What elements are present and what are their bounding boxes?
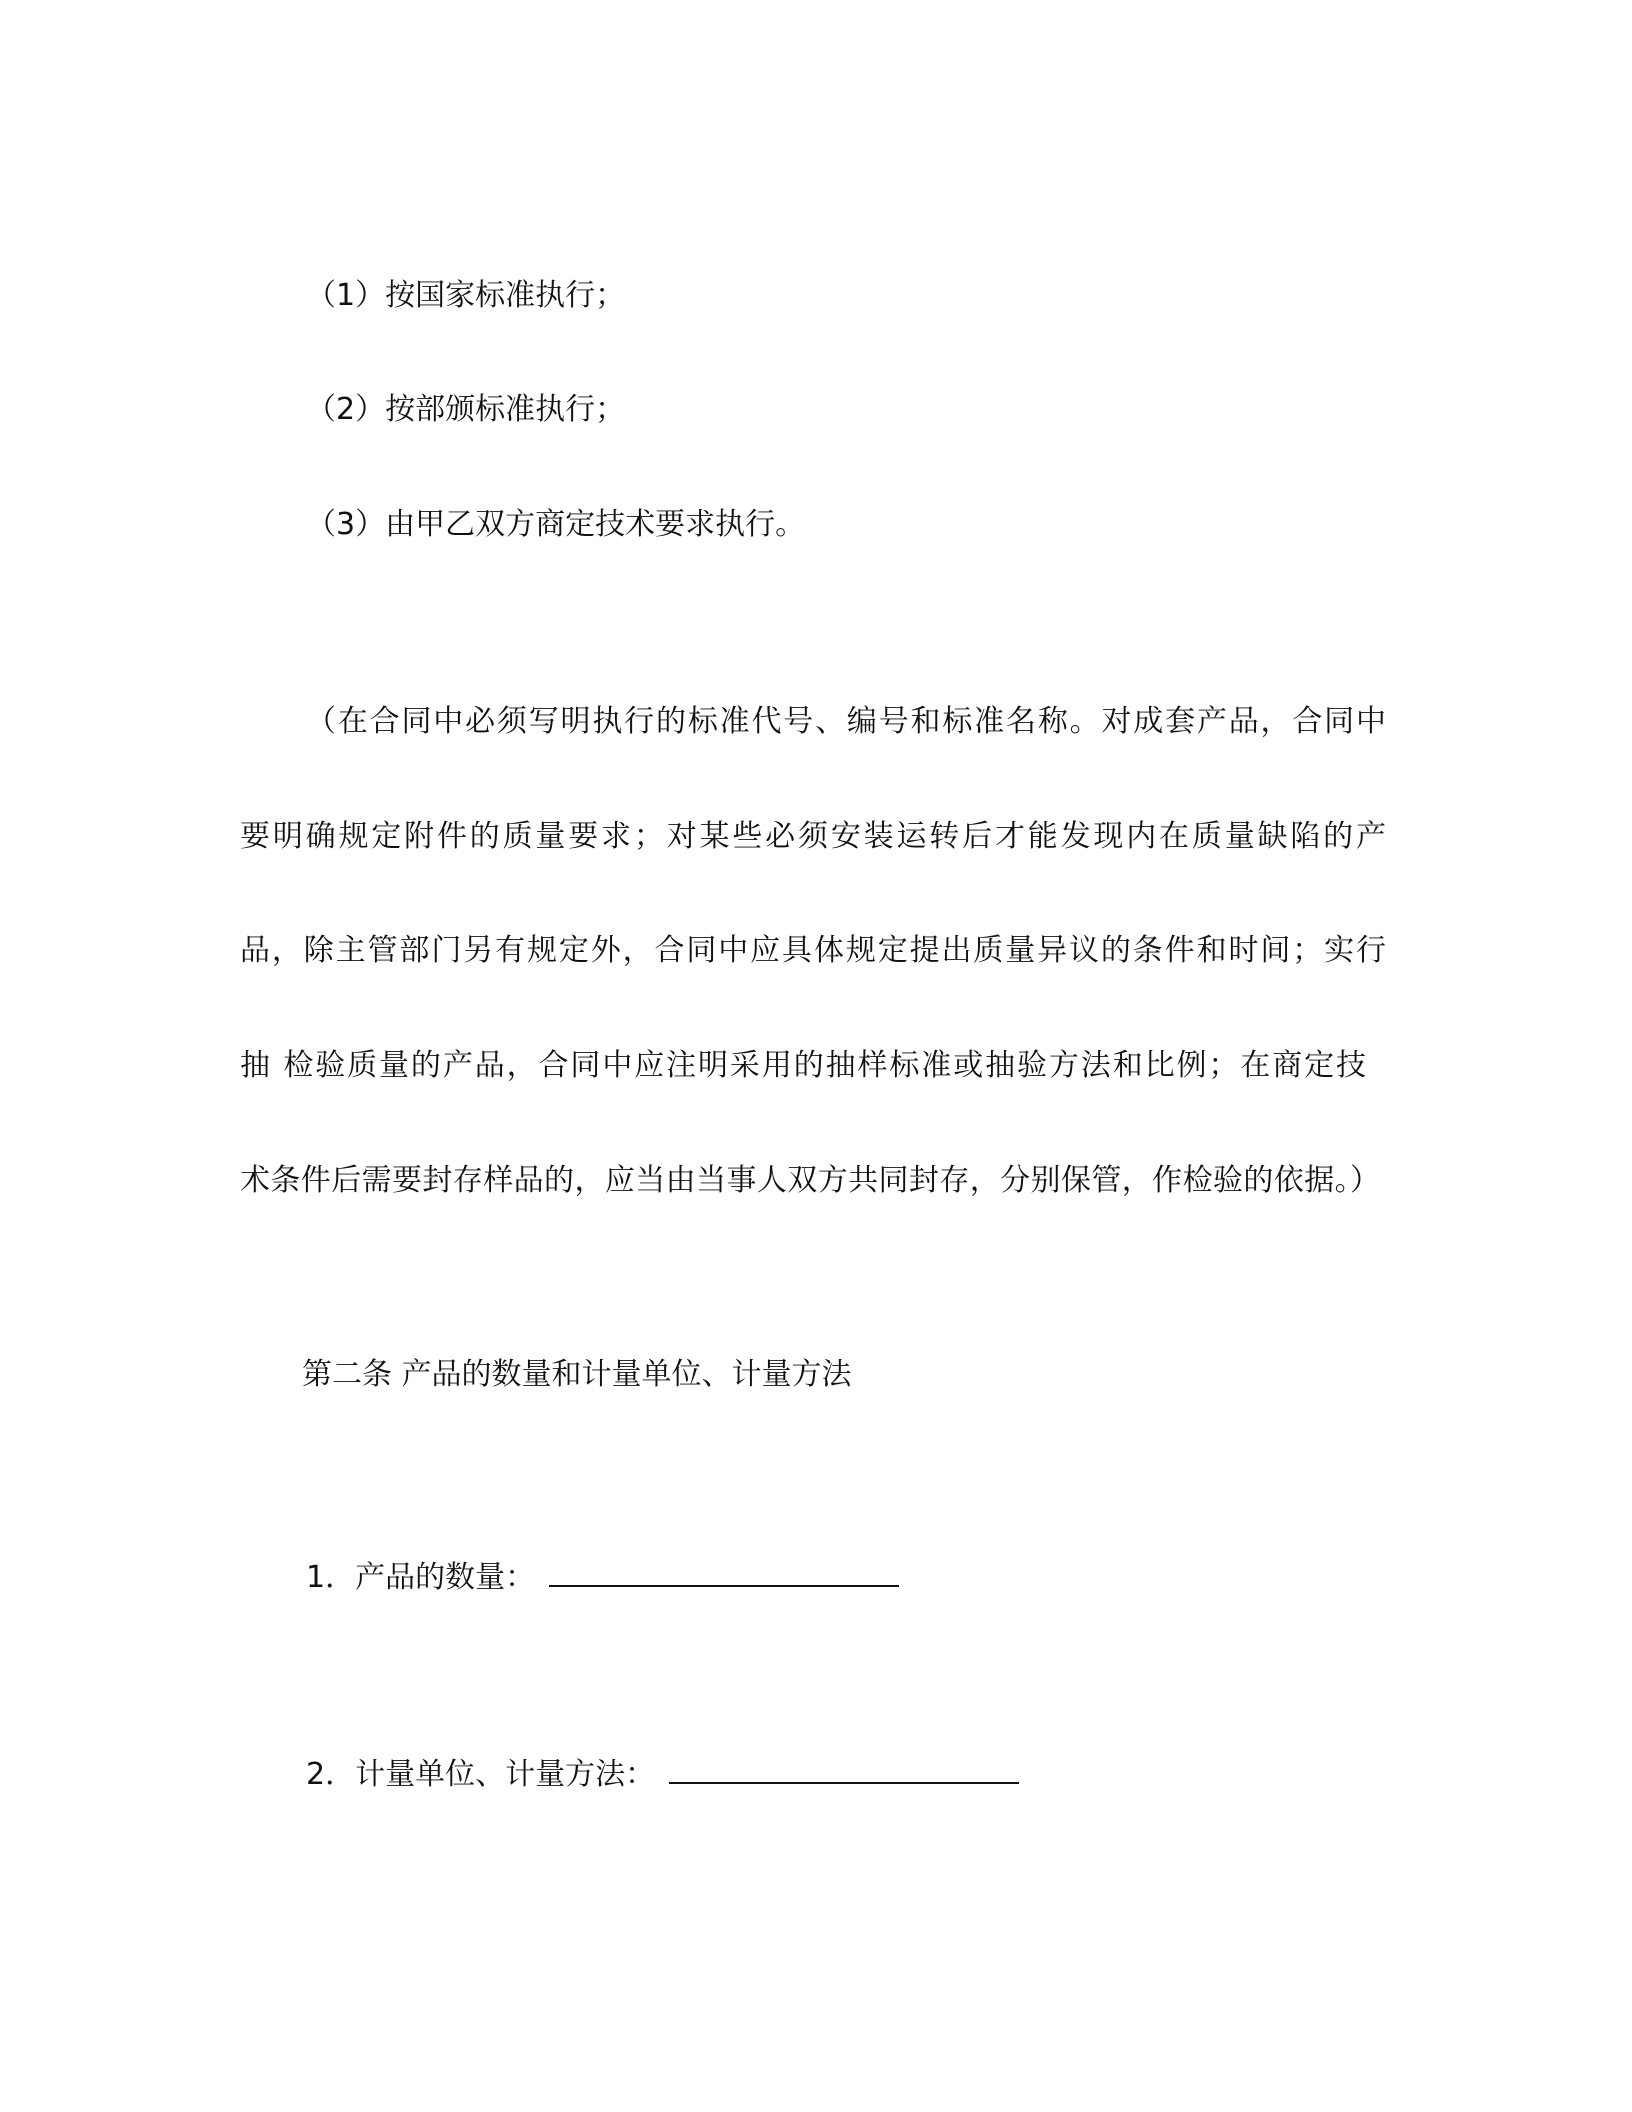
note-line-1: （在合同中必须写明执行的标准代号、编号和标准名称。对成套产品，合同中: [306, 704, 1386, 739]
unit-method-blank-line[interactable]: [669, 1750, 1019, 1784]
quantity-field-row: [306, 1553, 899, 1598]
standard-item-2: （2）按部颁标准执行；: [306, 392, 626, 427]
note-line-3: 品，除主管部门另有规定外，合同中应具体规定提出质量异议的条件和时间；实行: [240, 933, 1386, 968]
note-line-4: 抽 检验质量的产品，合同中应注明采用的抽样标准或抽验方法和比例；在商定技: [240, 1048, 1366, 1083]
standard-item-3: （3）由甲乙双方商定技术要求执行。: [306, 507, 806, 542]
note-line-2: 要明确规定附件的质量要求；对某些必须安装运转后才能发现内在质量缺陷的产: [240, 819, 1386, 854]
article-2-heading: 第二条 产品的数量和计量单位、计量方法: [302, 1357, 852, 1392]
quantity-label: 1．产品的数量：: [306, 1560, 536, 1595]
note-line-5: 术条件后需要封存样品的，应当由当事人双方共同封存，分别保管，作检验的依据。）: [240, 1163, 1380, 1198]
quantity-blank-line[interactable]: [549, 1553, 899, 1587]
unit-method-field-row: [306, 1750, 1019, 1795]
standard-item-1: （1）按国家标准执行；: [306, 278, 626, 313]
unit-method-label: 2．计量单位、计量方法：: [306, 1757, 656, 1792]
